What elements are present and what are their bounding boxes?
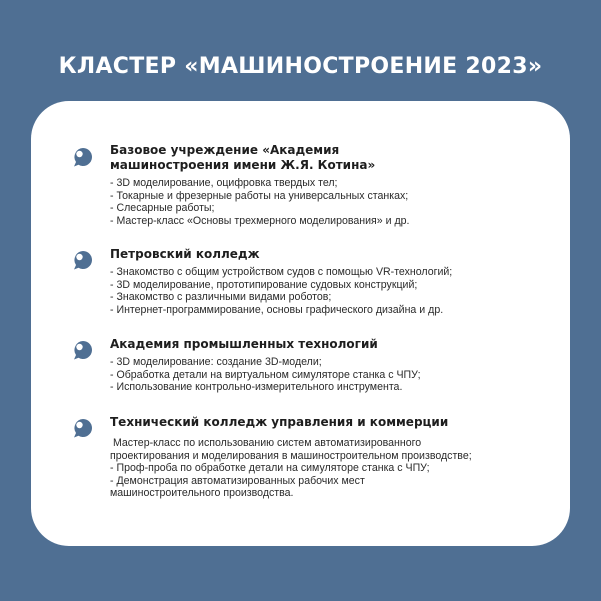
section-items [110, 177, 560, 227]
section-heading [110, 415, 550, 430]
list-item: - Демонстрация автоматизированных рабочих мест [110, 474, 365, 487]
list-item: - Мастер-класс «Основы трехмерного моделирования» и др. [110, 214, 410, 227]
list-item: Мастер-класс по использованию систем автоматизированного [110, 437, 422, 449]
list-item: - Проф-проба по обработке детали на симуляторе станка с ЧПУ; [110, 462, 430, 474]
speech-bubble-icon [73, 418, 93, 438]
list-item: машиностроительного производства. [110, 487, 294, 499]
speech-bubble-icon [73, 250, 93, 270]
speech-bubble-icon [73, 147, 93, 167]
list-item: - Знакомство с различными видами роботов; [110, 291, 332, 303]
list-item: - 3D моделирование, прототипирование судовых конструкций; [110, 278, 418, 291]
section-items [110, 356, 560, 394]
section-heading [110, 247, 550, 262]
heading-line: Технический колледж управления и коммерции [110, 415, 449, 429]
list-item: - Обработка детали на виртуальном симуляторе станка с ЧПУ; [110, 368, 421, 381]
heading-line: Базовое учреждение «Академия [110, 143, 340, 157]
heading-line: машиностроения имени Ж.Я. Котина» [110, 158, 376, 172]
heading-line: Петровский колледж [110, 247, 260, 261]
section-items [110, 437, 560, 500]
list-item: - Знакомство с общим устройством судов с помощью VR-технологий; [110, 266, 453, 278]
list-item: проектирования и моделирования в машиностроительном производстве; [110, 449, 472, 462]
section-heading [110, 337, 550, 352]
section-items [110, 266, 560, 316]
page-title: КЛАСТЕР «МАШИНОСТРОЕНИЕ 2023» [58, 54, 543, 79]
content-card [31, 101, 570, 546]
list-item: - Токарные и фрезерные работы на универсальных станках; [110, 189, 409, 202]
heading-line: Академия промышленных технологий [110, 337, 378, 351]
list-item: - 3D моделирование, оцифровка твердых тел; [110, 177, 338, 189]
list-item: - Использование контрольно-измерительного инструмента. [110, 381, 403, 393]
list-item: - 3D моделирование: создание 3D-модели; [110, 356, 322, 368]
section-heading [110, 143, 550, 173]
list-item: - Интернет-программирование, основы графического дизайна и др. [110, 303, 444, 316]
list-item: - Слесарные работы; [110, 202, 215, 214]
speech-bubble-icon [73, 340, 93, 360]
